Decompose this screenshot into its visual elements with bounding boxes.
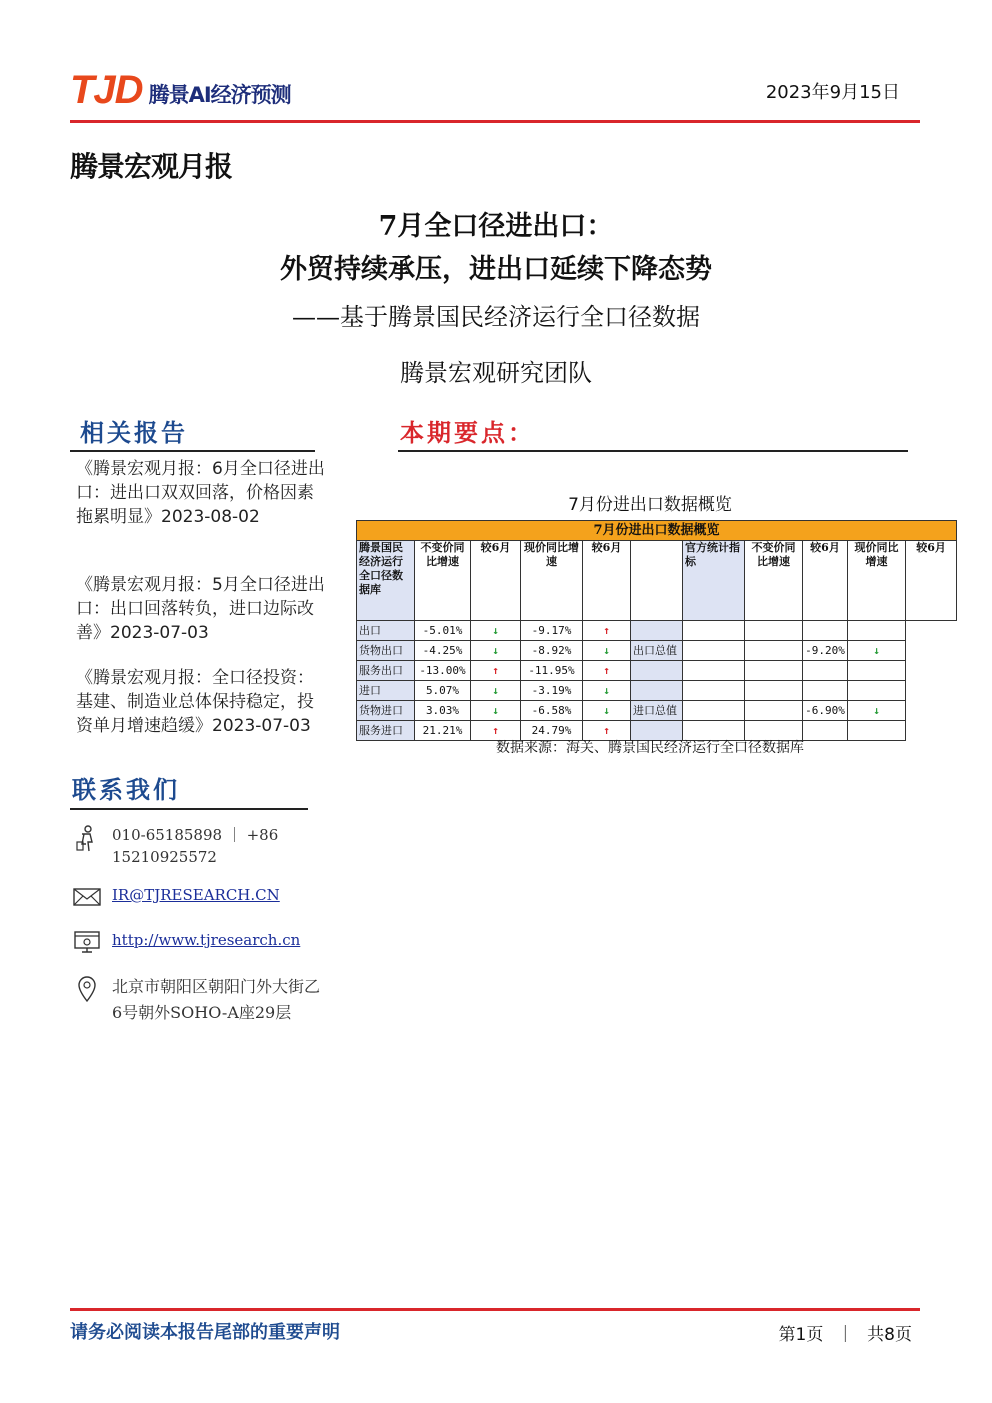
address-line-2: 6号朝外SOHO-A座29层	[112, 1003, 292, 1022]
location-icon	[72, 974, 102, 1004]
disclaimer-note: 请务必阅读本报告尾部的重要声明	[70, 1322, 340, 1343]
related-report-1[interactable]: 《腾景宏观月报：6月全口径进出口：进出口双双回落，价格因素拖累明显》2023-08-02	[76, 459, 325, 527]
phone-line-2: 15210925572	[112, 848, 217, 866]
page-sep: ｜	[836, 1325, 854, 1345]
row-label: 服务进口	[357, 721, 415, 741]
author-team: 腾景宏观研究团队	[400, 359, 592, 387]
official-const-arrow	[745, 701, 803, 721]
related-underline	[70, 450, 315, 452]
official-const-arrow	[745, 621, 803, 641]
col-header-const: 不变价同比增速	[745, 541, 803, 621]
table-spacer	[631, 541, 683, 621]
official-const-cell	[683, 681, 745, 701]
official-const-cell	[683, 641, 745, 661]
col-header-current: 现价同比增速	[848, 541, 906, 621]
const-growth-cell: -4.25%	[415, 641, 471, 661]
title-line-1: 7月全口径进出口：	[378, 211, 614, 242]
footer-divider	[70, 1308, 920, 1311]
official-current-arrow: ↓	[848, 641, 906, 661]
address-line-1: 北京市朝阳区朝阳门外大街乙	[112, 977, 321, 996]
current-trend-arrow: ↓	[583, 701, 631, 721]
const-growth-cell: 5.07%	[415, 681, 471, 701]
col-header-current: 现价同比增速	[521, 541, 583, 621]
contact-underline	[70, 808, 308, 810]
phone-icon	[72, 824, 102, 854]
const-growth-cell: 3.03%	[415, 701, 471, 721]
contact-heading: 联系我们	[72, 775, 180, 804]
row-label: 货物出口	[357, 641, 415, 661]
highlights-heading: 本期要点：	[400, 418, 535, 447]
web-icon	[72, 927, 102, 957]
official-const-cell	[683, 661, 745, 681]
row-label: 货物进口	[357, 701, 415, 721]
const-trend-arrow: ↓	[471, 621, 521, 641]
title-line-2: 外贸持续承压，进出口延续下降态势	[280, 254, 712, 285]
official-const-arrow	[745, 661, 803, 681]
official-current-arrow: ↓	[848, 701, 906, 721]
related-report-2[interactable]: 《腾景宏观月报：5月全口径进出口：出口回落转负，进口边际改善》2023-07-03	[76, 575, 325, 643]
table-title: 7月份进出口数据概览	[568, 495, 732, 515]
const-trend-arrow: ↑	[471, 721, 521, 741]
const-trend-arrow: ↓	[471, 681, 521, 701]
data-table	[356, 520, 957, 741]
table-caption: 7月份进出口数据概览	[357, 521, 957, 541]
official-current-cell	[803, 681, 848, 701]
table-row	[357, 641, 957, 661]
contact-email	[72, 882, 280, 912]
official-current-cell	[803, 661, 848, 681]
official-current-arrow	[848, 621, 906, 641]
contact-address	[72, 974, 320, 1026]
col-header-vs-june: 较6月	[906, 541, 957, 621]
page-number: 第1页	[778, 1325, 824, 1345]
official-row-label	[631, 681, 683, 701]
col-header-vs-june: 较6月	[803, 541, 848, 621]
contact-website	[72, 927, 300, 957]
current-trend-arrow: ↑	[583, 721, 631, 741]
email-link[interactable]: IR@TJRESEARCH.CN	[112, 886, 280, 904]
table-row	[357, 701, 957, 721]
current-growth-cell: 24.79%	[521, 721, 583, 741]
official-current-cell	[803, 621, 848, 641]
row-label: 进口	[357, 681, 415, 701]
official-current-cell: -9.20%	[803, 641, 848, 661]
const-trend-arrow: ↑	[471, 661, 521, 681]
current-growth-cell: -6.58%	[521, 701, 583, 721]
const-growth-cell: -5.01%	[415, 621, 471, 641]
data-table-wrap	[356, 520, 956, 741]
official-row-label	[631, 621, 683, 641]
mail-icon	[72, 882, 102, 912]
table-row	[357, 621, 957, 641]
current-trend-arrow: ↑	[583, 661, 631, 681]
col-header-vs-june: 较6月	[583, 541, 631, 621]
current-trend-arrow: ↑	[583, 621, 631, 641]
table-row	[357, 661, 957, 681]
const-trend-arrow: ↓	[471, 701, 521, 721]
col-header-official: 官方统计指标	[683, 541, 745, 621]
highlights-underline	[398, 450, 908, 452]
brand-logo	[70, 70, 291, 110]
page-total: 共8页	[867, 1325, 912, 1345]
row-label: 服务出口	[357, 661, 415, 681]
current-growth-cell: -11.95%	[521, 661, 583, 681]
table-row	[357, 681, 957, 701]
official-current-arrow	[848, 661, 906, 681]
current-growth-cell: -8.92%	[521, 641, 583, 661]
data-source-note: 数据来源：海关、腾景国民经济运行全口径数据库	[496, 740, 804, 756]
subtitle: ——基于腾景国民经济运行全口径数据	[292, 303, 700, 331]
page-info	[779, 1320, 912, 1345]
related-report-3[interactable]: 《腾景宏观月报：全口径投资：基建、制造业总体保持稳定，投资单月增速趋缓》2023-07-03	[76, 668, 314, 736]
official-current-arrow	[848, 681, 906, 701]
report-date: 2023年9月15日	[765, 82, 900, 103]
col-header-const: 不变价同比增速	[415, 541, 471, 621]
official-const-arrow	[745, 681, 803, 701]
official-row-label: 出口总值	[631, 641, 683, 661]
website-link[interactable]: http://www.tjresearch.cn	[112, 931, 301, 949]
logo-mark: TJD	[70, 68, 143, 112]
row-label: 出口	[357, 621, 415, 641]
current-trend-arrow: ↓	[583, 681, 631, 701]
col-header-source: 腾景国民经济运行全口径数据库	[357, 541, 415, 621]
const-growth-cell: -13.00%	[415, 661, 471, 681]
current-growth-cell: -9.17%	[521, 621, 583, 641]
official-current-cell: -6.90%	[803, 701, 848, 721]
report-type: 腾景宏观月报	[70, 150, 233, 183]
phone-line-1: 010-65185898 ｜ +86	[112, 826, 279, 844]
const-growth-cell: 21.21%	[415, 721, 471, 741]
col-header-vs-june: 较6月	[471, 541, 521, 621]
official-row-label: 进口总值	[631, 701, 683, 721]
current-trend-arrow: ↓	[583, 641, 631, 661]
const-trend-arrow: ↓	[471, 641, 521, 661]
official-row-label	[631, 661, 683, 681]
related-heading: 相关报告	[80, 418, 188, 447]
current-growth-cell: -3.19%	[521, 681, 583, 701]
logo-text: 腾景AI经济预测	[148, 83, 291, 107]
official-const-cell	[683, 701, 745, 721]
contact-phone	[72, 824, 278, 868]
official-const-cell	[683, 621, 745, 641]
official-const-arrow	[745, 641, 803, 661]
header-divider	[70, 120, 920, 123]
